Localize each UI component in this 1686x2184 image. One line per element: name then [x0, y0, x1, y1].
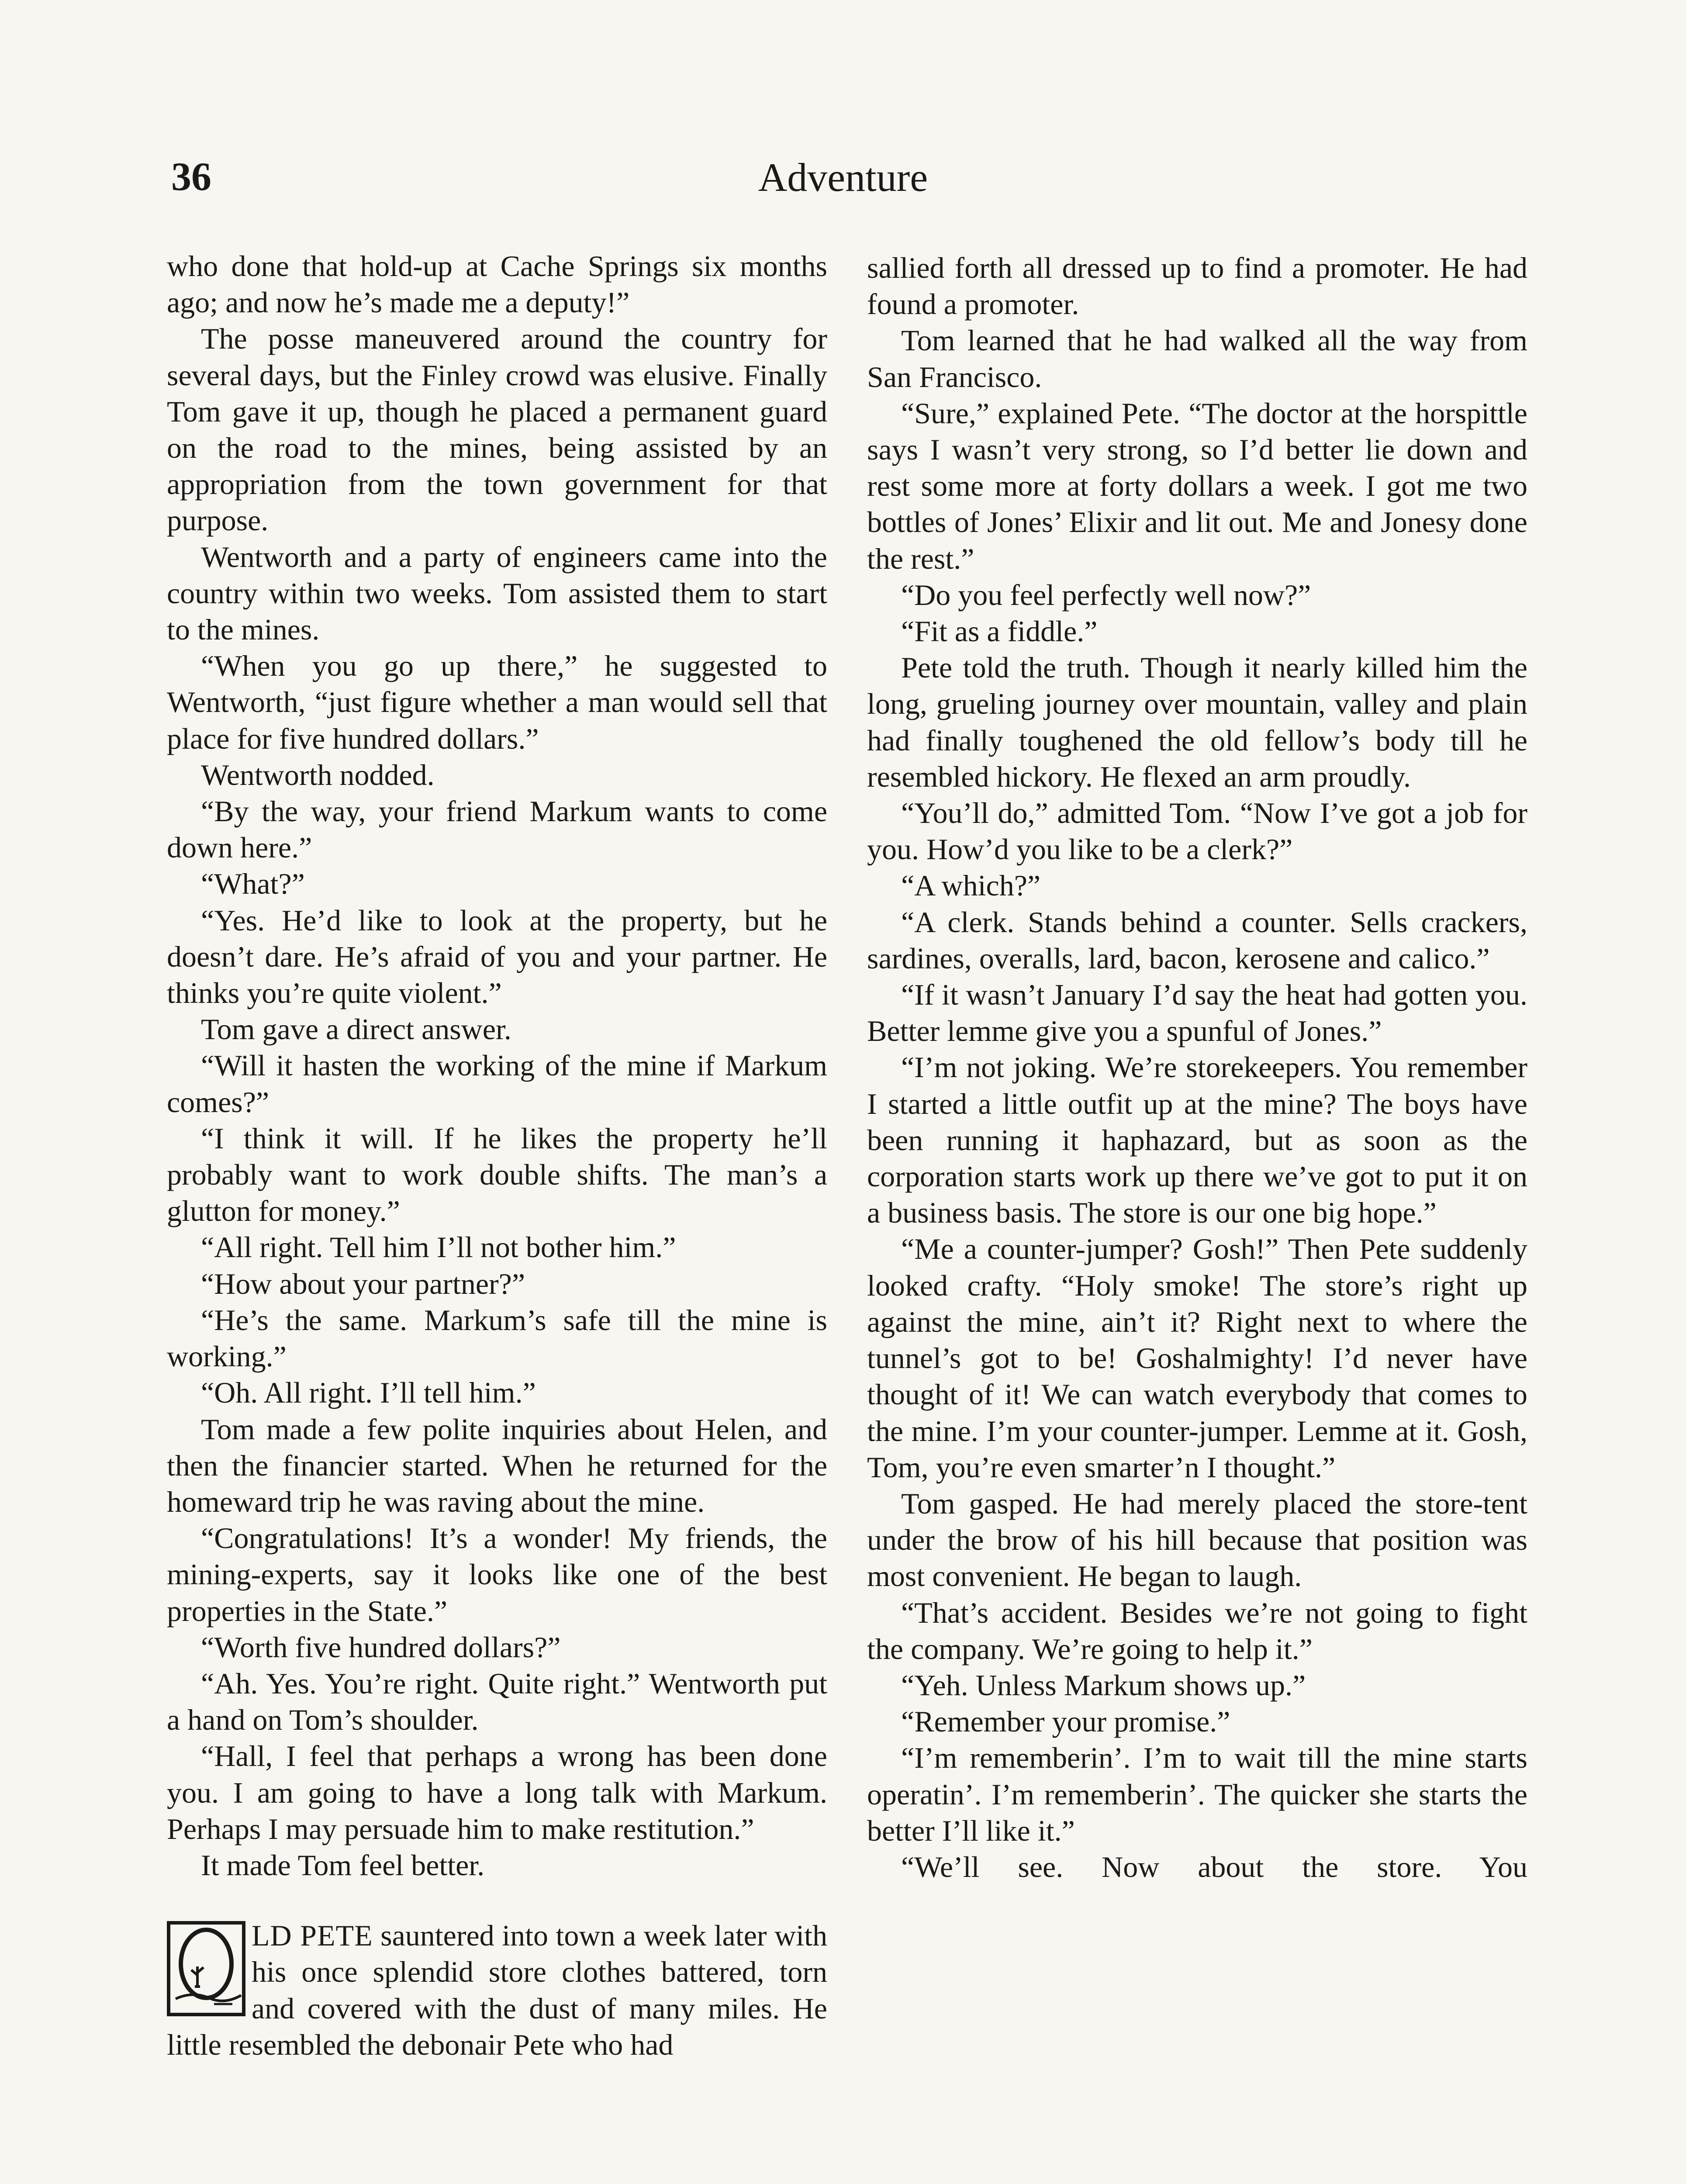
paragraph: “All right. Tell him I’ll not bother him.” — [201, 1230, 676, 1264]
section-opening-text: sauntered into town a week later with his once splendid store clothes battered, torn and covered with the dust of many miles. He little resembled the debonair Pete who had — [167, 1919, 827, 2061]
paragraph: “How about your partner?” — [201, 1267, 525, 1300]
paragraph: Tom made a few polite inquiries about Helen, and then the financier started. When he returned for the homeward trip he was raving about the mine. — [167, 1412, 827, 1518]
paragraph: It made Tom feel better. — [201, 1848, 485, 1882]
paragraph: “Sure,” explained Pete. “The doctor at the horspittle says I wasn’t very strong, so I’d better lie down and rest some more at forty dollars a week. I got me two bottles of Jones’ Elixir and lit out. Me and Jonesy done the rest.” — [867, 396, 1527, 575]
paragraph: “A clerk. Stands behind a counter. Sells crackers, sardines, overalls, lard, bacon, kerosene and calico.” — [867, 905, 1527, 975]
paragraph: who done that hold-up at Cache Springs six months ago; and now he’s made me a deputy!” — [167, 249, 827, 319]
paragraph: “I’m rememberin’. I’m to wait till the mine starts operatin’. I’m rememberin’. The quicker she starts the better I’ll like it.” — [867, 1741, 1527, 1847]
paragraph: “What?” — [201, 867, 305, 901]
paragraph: “That’s accident. Besides we’re not going to fight the company. We’re going to help it.” — [867, 1596, 1527, 1666]
paragraph: Tom gave a direct answer. — [201, 1013, 511, 1046]
paragraph: “You’ll do,” admitted Tom. “Now I’ve got a job for you. How’d you like to be a clerk?” — [867, 796, 1527, 866]
paragraph: “A which?” — [901, 869, 1041, 902]
paragraph: “Do you feel perfectly well now?” — [901, 578, 1311, 612]
paragraph: “Oh. All right. I’ll tell him.” — [201, 1376, 536, 1410]
paragraph: The posse maneuvered around the country for several days, but the Finley crowd was elusive. Finally Tom gave it up, though he placed a permanent guard on the road to the mines, being assisted by an appropriation from the town government for that purpose. — [167, 322, 827, 537]
section-break — [167, 1883, 827, 1918]
paragraph: Tom learned that he had walked all the way from San Francisco. — [867, 324, 1527, 394]
paragraph: “When you go up there,” he suggested to Wentworth, “just figure whether a man would sell that place for five hundred dollars.” — [167, 649, 827, 755]
drop-cap-o-icon — [167, 1921, 245, 2016]
paragraph: sallied forth all dressed up to find a promoter. He had found a promoter. — [867, 251, 1527, 321]
right-column — [867, 250, 1527, 1885]
section-opening-paragraph — [167, 1918, 827, 2063]
paragraph: “Will it hasten the working of the mine if Markum comes?” — [167, 1049, 827, 1119]
paragraph: “Yeh. Unless Markum shows up.” — [901, 1668, 1306, 1702]
paragraph: “He’s the same. Markum’s safe till the mine is working.” — [167, 1303, 827, 1373]
paragraph: “I think it will. If he likes the property he’ll probably want to work double shifts. The man’s a glutton for money.” — [167, 1121, 827, 1228]
paragraph: “Yes. He’d like to look at the property, but he doesn’t dare. He’s afraid of you and your partner. He thinks you’re quite violent.” — [167, 903, 827, 1010]
paragraph: “We’ll see. Now about the store. You — [901, 1850, 1527, 1883]
paragraph: “Remember your promise.” — [901, 1705, 1230, 1738]
running-head: Adventure — [758, 155, 928, 200]
paragraph: “Worth five hundred dollars?” — [201, 1630, 561, 1664]
paragraph: Tom gasped. He had merely placed the store-tent under the brow of his hill because that position was most convenient. He began to laugh. — [867, 1486, 1527, 1593]
section-first-words: LD PETE — [252, 1919, 373, 1952]
paragraph: “Ah. Yes. You’re right. Quite right.” Wentworth put a hand on Tom’s shoulder. — [167, 1666, 827, 1737]
paragraph: “I’m not joking. We’re storekeepers. You remember I started a little outfit up at the mine? The boys have been running it haphazard, but as soon as the corporation starts work up there we’ve got to put it on a business basis. The store is our one big hope.” — [867, 1051, 1527, 1230]
paragraph: “Fit as a fiddle.” — [901, 615, 1098, 648]
page-number: 36 — [171, 154, 211, 199]
paragraph: Pete told the truth. Though it nearly killed him the long, grueling journey over mountain, valley and plain had finally toughened the old fellow’s body till he resembled hickory. He flexed an arm proudly. — [867, 651, 1527, 793]
paragraph: “By the way, your friend Markum wants to come down here.” — [167, 795, 827, 864]
paragraph: “If it wasn’t January I’d say the heat had gotten you. Better lemme give you a spunful of Jones.” — [867, 978, 1527, 1048]
left-column — [167, 248, 827, 2063]
paragraph: “Congratulations! It’s a wonder! My friends, the mining-experts, say it looks like one of the best properties in the State.” — [167, 1521, 827, 1628]
paragraph: Wentworth and a party of engineers came into the country within two weeks. Tom assisted them to start to the mines. — [167, 540, 827, 646]
paragraph: “Hall, I feel that perhaps a wrong has been done you. I am going to have a long talk with Markum. Perhaps I may persuade him to make restitution.” — [167, 1739, 827, 1845]
paragraph: Wentworth nodded. — [201, 758, 435, 791]
paragraph: “Me a counter-jumper? Gosh!” Then Pete suddenly looked crafty. “Holy smoke! The store’s right up against the mine, ain’t it? Right next to where the tunnel’s got to be! Goshalmighty! I’d never have thought of it! We can watch everybody that comes to the mine. I’m your counter-jumper. Lemme at it. Gosh, Tom, you’re even smarter’n I thought.” — [867, 1232, 1527, 1484]
